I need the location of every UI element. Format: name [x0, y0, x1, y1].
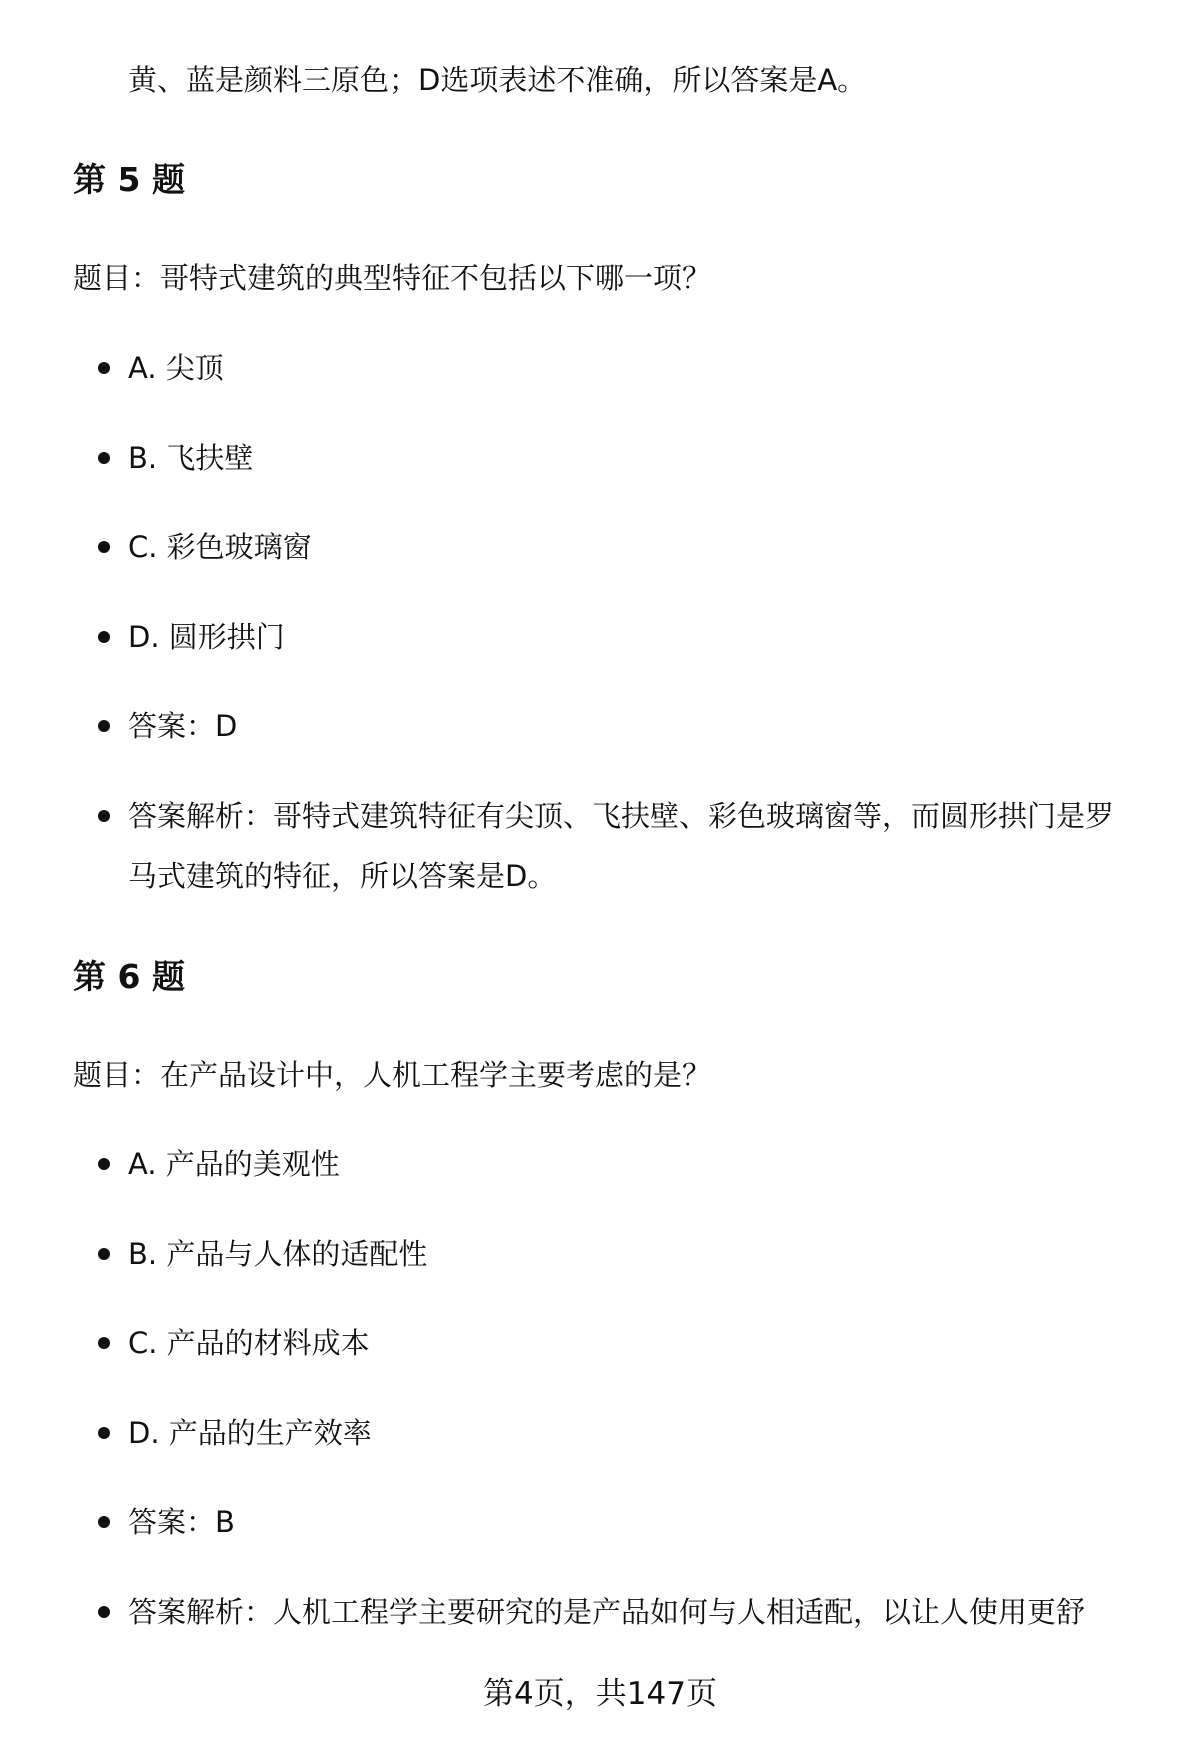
- bullet-icon: [98, 1516, 110, 1528]
- question-6-option-c: C. 产品的材料成本: [128, 1326, 370, 1360]
- bullet-icon: [98, 1248, 110, 1260]
- bullet-icon: [98, 362, 110, 374]
- bullet-icon: [98, 1337, 110, 1349]
- question-6-heading: 第 6 题: [73, 957, 185, 996]
- question-6-option-b: B. 产品与人体的适配性: [128, 1237, 428, 1271]
- page-footer: 第4页，共147页: [483, 1676, 717, 1712]
- question-5-option-b: B. 飞扶壁: [128, 441, 254, 475]
- bullet-icon: [98, 1606, 110, 1618]
- question-6-explanation-line-1: 答案解析：人机工程学主要研究的是产品如何与人相适配，以让人使用更舒: [128, 1595, 1086, 1629]
- previous-explanation-continuation: 黄、蓝是颜料三原色；D选项表述不准确，所以答案是A。: [128, 63, 867, 97]
- bullet-icon: [98, 1427, 110, 1439]
- bullet-icon: [98, 452, 110, 464]
- question-6-text: 题目：在产品设计中，人机工程学主要考虑的是？: [73, 1058, 712, 1092]
- question-5-heading: 第 5 题: [73, 160, 185, 199]
- question-6-option-a: A. 产品的美观性: [128, 1147, 340, 1181]
- question-5-option-a: A. 尖顶: [128, 351, 224, 385]
- bullet-icon: [98, 1158, 110, 1170]
- bullet-icon: [98, 810, 110, 822]
- bullet-icon: [98, 720, 110, 732]
- question-5-explanation-line-2: 马式建筑的特征，所以答案是D。: [128, 859, 557, 893]
- question-5-text: 题目：哥特式建筑的典型特征不包括以下哪一项？: [73, 261, 712, 295]
- bullet-icon: [98, 631, 110, 643]
- question-6-option-d: D. 产品的生产效率: [128, 1416, 372, 1450]
- question-5-option-c: C. 彩色玻璃窗: [128, 530, 312, 564]
- question-6-answer: 答案：B: [128, 1505, 235, 1539]
- question-5-explanation-line-1: 答案解析：哥特式建筑特征有尖顶、飞扶壁、彩色玻璃窗等，而圆形拱门是罗: [128, 799, 1115, 833]
- bullet-icon: [98, 541, 110, 553]
- question-5-option-d: D. 圆形拱门: [128, 620, 285, 654]
- question-5-answer: 答案：D: [128, 709, 238, 743]
